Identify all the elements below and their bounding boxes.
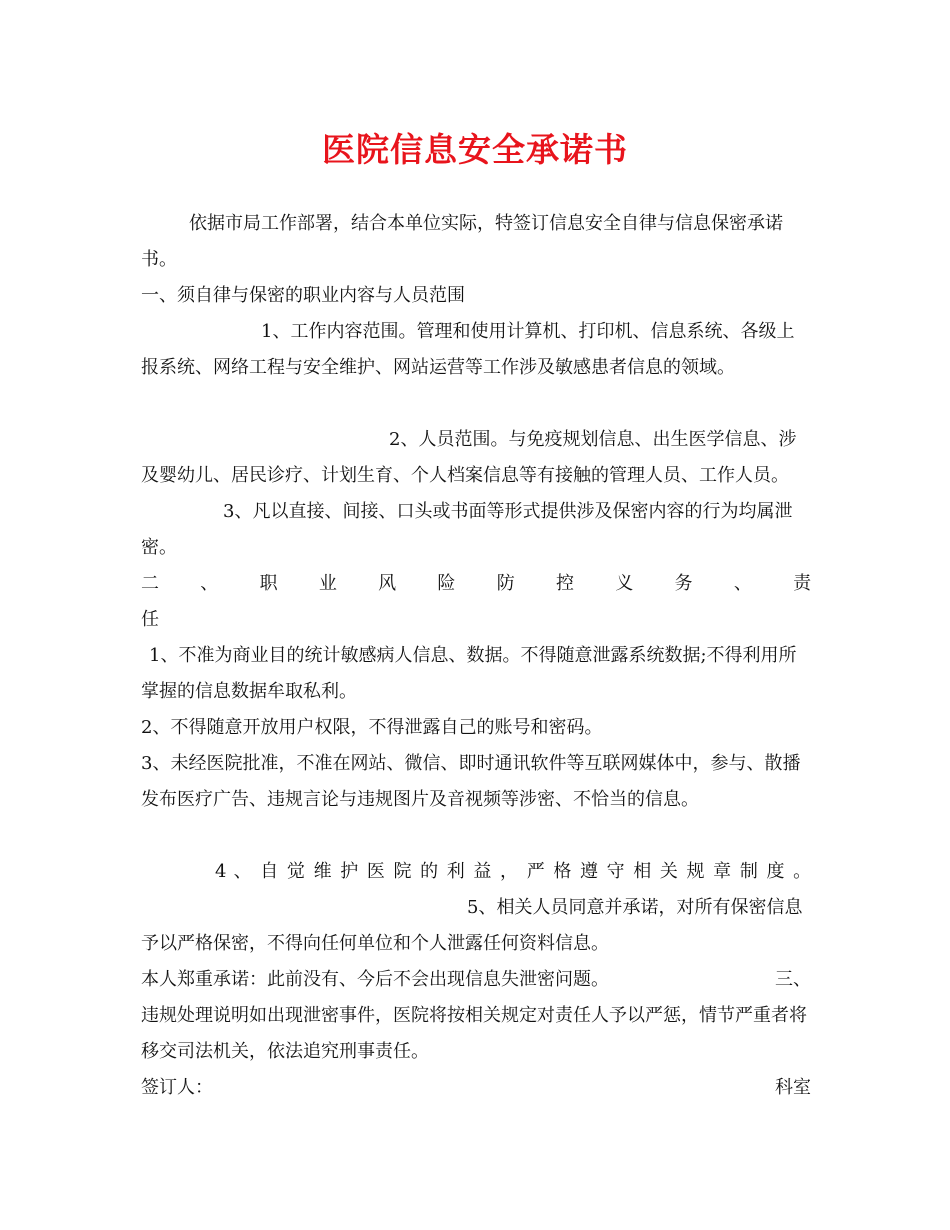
item4-char: 度 (766, 861, 786, 882)
section2-item4 (141, 854, 811, 890)
item4-char: 利 (446, 861, 467, 882)
item4-char: 觉 (286, 861, 307, 882)
section2-heading-char: 务 (674, 573, 711, 594)
section2-heading-char: 险 (437, 573, 474, 594)
section2-heading-char: 控 (555, 573, 592, 594)
pledge-row (141, 962, 811, 998)
section2-heading (141, 566, 811, 602)
section2-heading-char: 、 (200, 573, 237, 594)
item4-char: 的 (420, 861, 440, 882)
item4-char: 章 (713, 861, 733, 882)
item4-char: 关 (659, 861, 680, 882)
section2-heading-char: 职 (259, 573, 296, 594)
pledge-text: 本人郑重承诺：此前没有、今后不会出现信息失泄密问题。 (141, 969, 609, 990)
signer-label: 签订人： (141, 1077, 213, 1098)
item4-char: 严 (526, 861, 547, 882)
section3-text: 违规处理说明如出现泄密事件，医院将按相关规定对责任人予以严惩，情节严重者将移交司法机关，依法追究刑事责任。 (141, 1005, 807, 1062)
item4-char: 护 (340, 861, 360, 882)
section2-heading-char: 、 (733, 573, 770, 594)
section2-heading-char: 风 (378, 573, 414, 594)
section3-heading: 三、 (775, 969, 811, 990)
item4-char: 、 (233, 861, 254, 882)
document-body (141, 206, 811, 1106)
section2-heading-char: 业 (318, 573, 355, 594)
item4-char: 制 (739, 861, 760, 882)
section1-item3: 3、凡以直接、间接、口头或书面等形式提供涉及保密内容的行为均属泄密。 (141, 501, 793, 558)
section2-item1: 1、不准为商业目的统计敏感病人信息、数据。不得随意泄露系统数据;不得利用所掌握的信息数据牟取私利。 (141, 645, 797, 702)
department-label: 科室 (775, 1077, 811, 1098)
item4-char: 。 (793, 861, 812, 882)
item4-char: ， (500, 861, 520, 882)
section2-heading-char: 责 (793, 573, 812, 594)
section2-heading-char: 防 (496, 573, 533, 594)
section2-heading-tail: 任 (141, 609, 159, 630)
section2-item2: 2、不得随意开放用户权限，不得泄露自己的账号和密码。 (141, 717, 603, 738)
item4-char: 相 (633, 861, 653, 882)
section2-item5: 5、相关人员同意并承诺，对所有保密信息予以严格保密，不得向任何单位和个人泄露任何资料信息。 (141, 897, 803, 954)
paragraph-gap (141, 818, 811, 854)
document-title: 医院信息安全承诺书 (322, 130, 628, 169)
item4-char: 医 (366, 861, 387, 882)
intro-paragraph: 依据市局工作部署，结合本单位实际，特签订信息安全自律与信息保密承诺书。 (141, 213, 783, 270)
item4-char: 规 (686, 861, 706, 882)
section2-heading-char: 义 (615, 573, 652, 594)
item4-char: 院 (393, 861, 413, 882)
signature-row (141, 1070, 811, 1106)
item4-char: 维 (313, 861, 334, 882)
item4-char: 遵 (579, 861, 600, 882)
item4-char: 4 (215, 861, 227, 882)
item4-char: 益 (473, 861, 493, 882)
section2-item3: 3、未经医院批准，不准在网站、微信、即时通讯软件等互联网媒体中，参与、散播发布医疗广告、违规言论与违规图片及音视频等涉密、不恰当的信息。 (141, 753, 801, 810)
section1-item1: 1、工作内容范围。管理和使用计算机、打印机、信息系统、各级上报系统、网络工程与安全维护、网站运营等工作涉及敏感患者信息的领域。 (141, 321, 795, 378)
item4-char: 守 (606, 861, 627, 882)
item4-char: 自 (260, 861, 280, 882)
section1-item2: 2、人员范围。与免疫规划信息、出生医学信息、涉及婴幼儿、居民诊疗、计划生育、个人档案信息等有接触的管理人员、工作人员。 (141, 429, 797, 486)
section1-heading: 一、须自律与保密的职业内容与人员范围 (141, 285, 465, 306)
item4-char: 格 (553, 861, 573, 882)
paragraph-gap (141, 386, 811, 422)
section2-heading-char: 二 (141, 573, 177, 594)
